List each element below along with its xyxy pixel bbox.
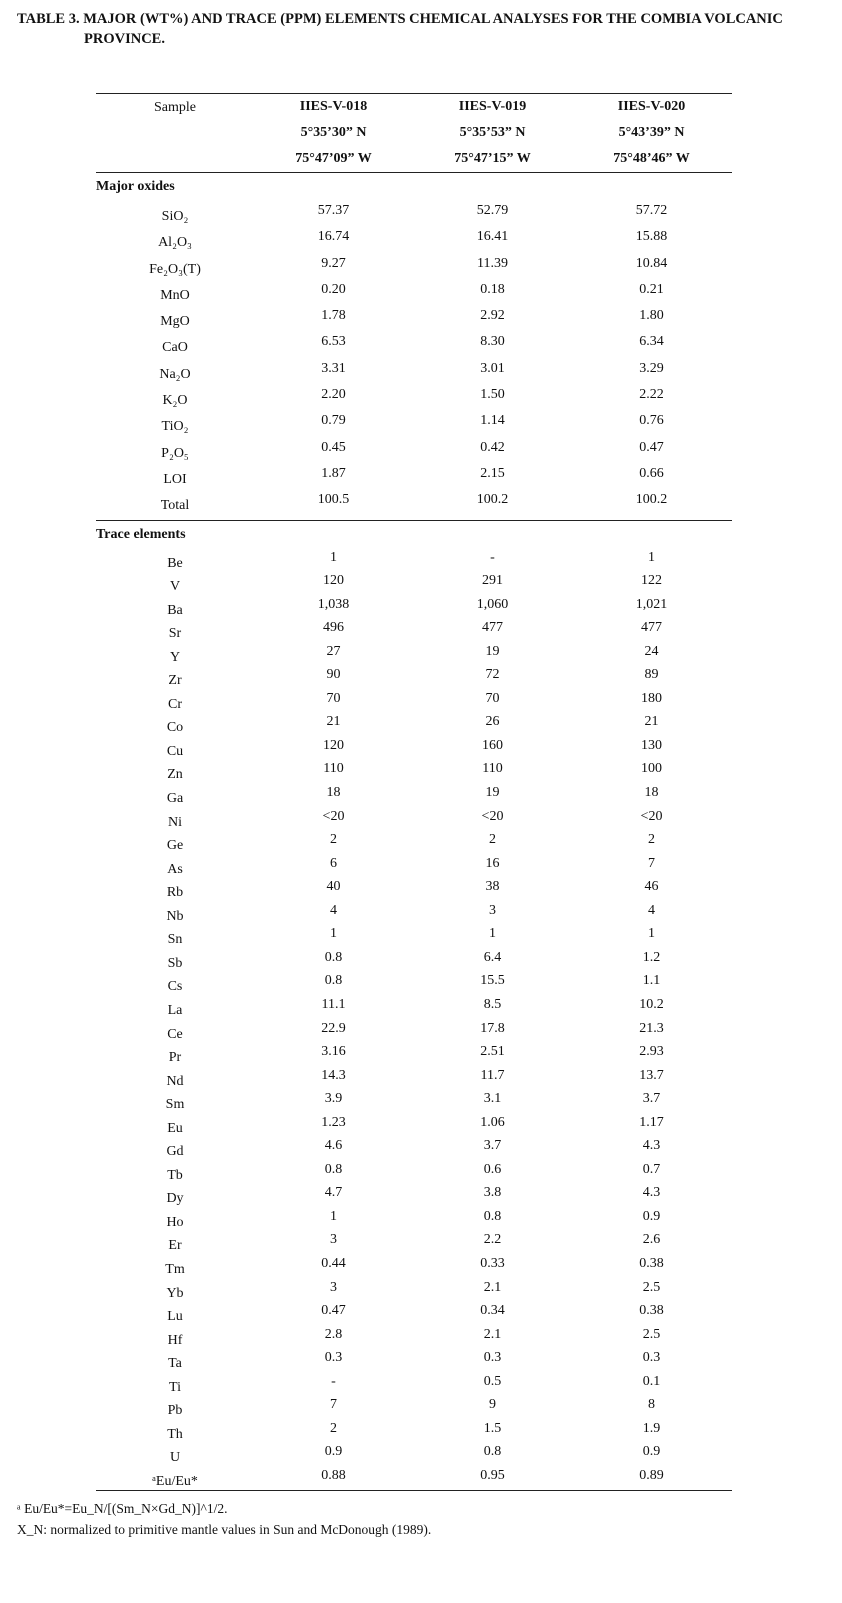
table-row	[96, 332, 732, 358]
cell-value: 16.74	[317, 229, 350, 245]
cell-value: 0.38	[639, 1255, 664, 1271]
cell-value: 1,038	[317, 596, 350, 612]
cell-value: 1.50	[480, 387, 505, 403]
cell-value: 1	[330, 1208, 337, 1224]
title-line-1: TABLE 3. MAJOR (WT%) AND TRACE (PPM) ELEMENTS CHEMICAL ANALYSES FOR THE COMBIA VOLCANIC	[17, 11, 783, 27]
row-label: Ta	[168, 1356, 182, 1372]
row-label: ᵃEu/Eu*	[152, 1473, 198, 1489]
row-label: Sr	[168, 626, 182, 642]
cell-value: 15.5	[480, 973, 505, 989]
table-row	[96, 1396, 732, 1420]
table-row	[96, 306, 732, 332]
row-label: Rb	[166, 885, 184, 901]
cell-value: 3.1	[483, 1091, 502, 1107]
table-row	[96, 1067, 732, 1091]
cell-value: 110	[482, 761, 503, 777]
cell-value: 11.39	[477, 255, 508, 271]
row-label: Be	[167, 555, 183, 571]
cell-value: 26	[485, 714, 500, 730]
row-label: Ga	[166, 791, 184, 807]
cell-value: 0.45	[321, 439, 346, 455]
table-row	[96, 464, 732, 490]
cell-value: 1,021	[635, 596, 668, 612]
row-label: La	[167, 1002, 183, 1018]
footnote-normalization: X_N: normalized to primitive mantle values in Sun and McDonough (1989).	[17, 1522, 432, 1537]
cell-value: 0.9	[642, 1208, 661, 1224]
row-label: Yb	[166, 1285, 184, 1301]
cell-value: 1.06	[480, 1114, 505, 1130]
cell-value: 3	[330, 1279, 337, 1295]
sample-lat: 5°35’30” N	[300, 125, 367, 140]
cell-value: 57.72	[635, 203, 668, 218]
table-row	[96, 925, 732, 949]
table-row	[96, 1184, 732, 1208]
row-label: Nb	[166, 908, 184, 924]
table-row	[96, 359, 732, 385]
table-row	[96, 737, 732, 761]
table-row	[96, 713, 732, 737]
row-label: Th	[167, 1426, 183, 1442]
sample-lat: 5°35’53” N	[459, 125, 526, 140]
cell-value: 21	[326, 714, 341, 730]
cell-value: 0.76	[639, 413, 664, 429]
cell-value: 0.20	[321, 281, 346, 297]
cell-value: 0.6	[483, 1161, 502, 1177]
table-row	[96, 949, 732, 973]
table-row	[96, 784, 732, 808]
table-row	[96, 902, 732, 926]
cell-value: 57.37	[317, 203, 350, 218]
row-label: Al₂O₃	[158, 235, 192, 251]
table-row	[96, 1443, 732, 1467]
cell-value: 90	[326, 667, 341, 683]
footnotes	[17, 1498, 827, 1540]
row-label: Eu	[167, 1120, 183, 1136]
cell-value: 291	[482, 573, 503, 589]
cell-value: 7	[648, 855, 655, 871]
cell-value: 2.6	[642, 1232, 661, 1248]
cell-value: 1.5	[483, 1420, 502, 1436]
table-row	[96, 1231, 732, 1255]
cell-value: 160	[482, 737, 503, 753]
cell-value: 18	[326, 785, 341, 801]
cell-value: 0.38	[639, 1303, 664, 1319]
cell-value: 0.8	[324, 1161, 343, 1177]
row-label: Total	[160, 498, 190, 514]
cell-value: 0.9	[642, 1444, 661, 1460]
row-label: Gd	[166, 1144, 184, 1160]
cell-value: 6.4	[483, 949, 502, 965]
cell-value: 0.1	[642, 1373, 661, 1389]
row-label: Na₂O	[159, 366, 191, 382]
cell-value: 40	[326, 879, 341, 895]
row-label: Cs	[167, 979, 183, 995]
cell-value: 2	[489, 832, 496, 848]
table-row	[96, 996, 732, 1020]
cell-value: 22.9	[321, 1020, 346, 1036]
section-heading: Trace elements	[96, 526, 186, 542]
row-label: Sm	[165, 1097, 185, 1113]
row-label: Tb	[167, 1167, 183, 1183]
cell-value: 1	[330, 926, 337, 942]
table-row	[96, 666, 732, 690]
table-row	[96, 808, 732, 832]
cell-value: 1	[648, 926, 655, 942]
row-label: MgO	[160, 314, 190, 330]
table-row	[96, 596, 732, 620]
cell-value: 120	[323, 737, 344, 753]
table-row	[96, 1020, 732, 1044]
table-row	[96, 1420, 732, 1444]
table-row	[96, 760, 732, 784]
row-label: Ho	[166, 1214, 184, 1230]
cell-value: 120	[323, 573, 344, 589]
cell-value: 17.8	[480, 1020, 505, 1036]
cell-value: 110	[323, 761, 344, 777]
table-row	[96, 1467, 732, 1491]
cell-value: 72	[485, 667, 500, 683]
cell-value: 6	[330, 855, 337, 871]
cell-value: 0.66	[639, 465, 664, 481]
cell-value: 0.3	[642, 1350, 661, 1366]
cell-value: 3.01	[480, 360, 505, 376]
cell-value: 0.8	[483, 1444, 502, 1460]
cell-value: 2	[330, 1420, 337, 1436]
cell-value: 1	[648, 549, 655, 565]
table-row	[96, 972, 732, 996]
table-row	[96, 1255, 732, 1279]
cell-value: 100	[641, 761, 662, 777]
cell-value: 4	[330, 902, 337, 918]
row-label: SiO₂	[161, 209, 189, 224]
row-label: MnO	[160, 287, 190, 303]
table-row	[96, 643, 732, 667]
table-row	[96, 1137, 732, 1161]
cell-value: 180	[641, 690, 662, 706]
table-row	[96, 490, 732, 516]
cell-value: 496	[323, 620, 344, 636]
table-row	[96, 385, 732, 411]
row-label: Sn	[167, 932, 183, 948]
cell-value: 16.41	[476, 229, 509, 245]
table-row	[96, 831, 732, 855]
cell-value: 0.8	[483, 1208, 502, 1224]
cell-value: 1.2	[642, 949, 661, 965]
cell-value: 8.5	[483, 996, 502, 1012]
cell-value: 2.22	[639, 387, 664, 403]
cell-value: 11.1	[321, 996, 346, 1012]
sample-id: IIES-V-019	[458, 99, 527, 114]
cell-value: 46	[644, 879, 659, 895]
cell-value: 0.79	[321, 413, 346, 429]
cell-value: 2	[330, 832, 337, 848]
cell-value: 2.92	[480, 308, 505, 324]
cell-value: 24	[644, 643, 659, 659]
cell-value: 1.87	[321, 465, 346, 481]
cell-value: 1.9	[642, 1420, 661, 1436]
cell-value: 0.18	[480, 281, 505, 297]
row-label: Lu	[167, 1309, 183, 1325]
row-label: Dy	[166, 1191, 184, 1207]
cell-value: 0.8	[324, 949, 343, 965]
sample-lon: 75°47’15” W	[454, 151, 531, 166]
cell-value: 11.7	[480, 1067, 505, 1083]
cell-value: 3.16	[321, 1044, 346, 1060]
row-label: LOI	[163, 471, 187, 487]
cell-value: 19	[485, 643, 500, 659]
cell-value: <20	[481, 808, 504, 824]
row-label: Zn	[167, 767, 183, 783]
cell-value: 70	[326, 690, 341, 706]
cell-value: 2.8	[324, 1326, 343, 1342]
cell-value: 89	[644, 667, 659, 683]
row-label: Cr	[168, 696, 182, 712]
table-row	[96, 280, 732, 306]
row-label: Ti	[169, 1379, 181, 1395]
cell-value: 10.84	[635, 255, 668, 271]
cell-value: 9	[489, 1397, 496, 1413]
sample-id: IIES-V-020	[617, 99, 686, 114]
table-row	[96, 690, 732, 714]
cell-value: 3.8	[483, 1185, 502, 1201]
cell-value: 100.5	[317, 492, 350, 508]
table-row	[96, 227, 732, 253]
row-label: Pb	[167, 1403, 183, 1419]
cell-value: 0.21	[639, 281, 664, 297]
table-row	[96, 1326, 732, 1350]
row-label: TiO₂	[161, 419, 189, 435]
cell-value: -	[490, 549, 495, 565]
cell-value: 2.20	[321, 387, 346, 403]
cell-value: 3.29	[639, 360, 664, 376]
row-label: Tm	[165, 1261, 185, 1277]
cell-value: 0.5	[483, 1373, 502, 1389]
cell-value: 0.7	[642, 1161, 661, 1177]
cell-value: 4.3	[642, 1185, 661, 1201]
table-row	[96, 549, 732, 573]
table-row	[96, 411, 732, 437]
table-row	[96, 1043, 732, 1067]
row-label: CaO	[162, 340, 188, 356]
cell-value: 2.1	[483, 1279, 502, 1295]
cell-value: 18	[644, 785, 659, 801]
cell-value: 0.3	[483, 1350, 502, 1366]
cell-value: 1.23	[321, 1114, 346, 1130]
cell-value: 0.42	[480, 439, 505, 455]
row-label: Pr	[168, 1050, 182, 1066]
cell-value: 4.6	[324, 1138, 343, 1154]
cell-value: 4.3	[642, 1138, 661, 1154]
cell-value: 6.34	[639, 334, 664, 350]
cell-value: 3	[330, 1232, 337, 1248]
table-row	[96, 1114, 732, 1138]
row-label: U	[169, 1450, 181, 1466]
row-label: Ge	[166, 838, 184, 854]
cell-value: 2.93	[639, 1044, 664, 1060]
cell-value: 3	[489, 902, 496, 918]
row-label: Sb	[167, 955, 183, 971]
cell-value: 3.31	[321, 360, 346, 376]
sample-lon: 75°48’46” W	[613, 151, 690, 166]
cell-value: 2.1	[483, 1326, 502, 1342]
cell-value: 100.2	[476, 492, 509, 508]
cell-value: 9.27	[321, 255, 346, 271]
row-label: Zr	[168, 673, 182, 689]
table-row	[96, 1279, 732, 1303]
cell-value: 1.78	[321, 308, 346, 324]
cell-value: 3.7	[642, 1091, 661, 1107]
table-row	[96, 1349, 732, 1373]
column-header	[254, 94, 413, 172]
row-label: P₂O₅	[161, 445, 189, 461]
row-label: Fe₂O₃(T)	[149, 261, 201, 277]
cell-value: 14.3	[321, 1067, 346, 1083]
cell-value: 2.5	[642, 1279, 661, 1295]
trace-elements-section	[96, 521, 732, 1491]
cell-value: 19	[485, 785, 500, 801]
cell-value: 2.51	[480, 1044, 505, 1060]
cell-value: 4.7	[324, 1185, 343, 1201]
cell-value: 477	[482, 620, 503, 636]
cell-value: 2.15	[480, 465, 505, 481]
cell-value: 0.8	[324, 973, 343, 989]
cell-value: 100.2	[635, 492, 668, 508]
row-label: K₂O	[162, 393, 188, 409]
trace-elements-rows	[96, 549, 732, 1491]
analyses-table	[96, 93, 732, 1491]
row-label: Hf	[167, 1332, 183, 1348]
row-label: Ni	[168, 814, 182, 830]
sample-lon: 75°47’09” W	[295, 151, 372, 166]
row-label: As	[167, 861, 183, 877]
table-row	[96, 201, 732, 227]
cell-value: 0.95	[480, 1467, 505, 1483]
major-oxides-rows	[96, 201, 732, 517]
cell-value: 0.44	[321, 1255, 346, 1271]
cell-value: 13.7	[639, 1067, 664, 1083]
table-row	[96, 438, 732, 464]
cell-value: 15.88	[635, 229, 668, 245]
cell-value: <20	[322, 808, 345, 824]
row-label: Er	[168, 1238, 182, 1254]
cell-value: 1.14	[480, 413, 505, 429]
row-label: Ba	[167, 602, 183, 618]
major-oxides-section	[96, 173, 732, 521]
cell-value: 38	[485, 879, 500, 895]
cell-value: 122	[641, 573, 662, 589]
cell-value: 21	[644, 714, 659, 730]
cell-value: 1.17	[639, 1114, 664, 1130]
cell-value: 0.34	[480, 1303, 505, 1319]
cell-value: 0.47	[321, 1303, 346, 1319]
table-row	[96, 1302, 732, 1326]
cell-value: 3.7	[483, 1138, 502, 1154]
cell-value: 2.5	[642, 1326, 661, 1342]
cell-value: 8.30	[480, 334, 505, 350]
column-header	[572, 94, 731, 172]
cell-value: 6.53	[321, 334, 346, 350]
section-heading: Major oxides	[96, 179, 175, 194]
cell-value: 0.88	[321, 1467, 346, 1483]
table-row	[96, 1161, 732, 1185]
table-row	[96, 254, 732, 280]
sample-lat: 5°43’39” N	[618, 125, 685, 140]
table-header	[96, 94, 732, 173]
cell-value: 3.9	[324, 1091, 343, 1107]
table-row	[96, 1208, 732, 1232]
cell-value: 1	[330, 549, 337, 565]
cell-value: 2	[648, 832, 655, 848]
row-label: Ce	[167, 1026, 183, 1042]
cell-value: 1.80	[639, 308, 664, 324]
cell-value: 0.33	[480, 1255, 505, 1271]
cell-value: 21.3	[639, 1020, 664, 1036]
sample-label: Sample	[154, 100, 196, 115]
table-row	[96, 1090, 732, 1114]
table-row	[96, 619, 732, 643]
table-row	[96, 878, 732, 902]
cell-value: 0.89	[639, 1467, 664, 1483]
cell-value: 8	[648, 1397, 655, 1413]
sample-id: IIES-V-018	[299, 99, 368, 114]
cell-value: 7	[330, 1397, 337, 1413]
table-row	[96, 572, 732, 596]
cell-value: 70	[485, 690, 500, 706]
cell-value: 1	[489, 926, 496, 942]
cell-value: 1.1	[642, 973, 661, 989]
row-label: Y	[169, 649, 181, 665]
table-title	[17, 9, 827, 49]
title-line-2: PROVINCE.	[84, 31, 165, 47]
cell-value: -	[331, 1373, 336, 1389]
row-label: Cu	[166, 743, 184, 759]
cell-value: 16	[485, 855, 500, 871]
cell-value: 0.3	[324, 1350, 343, 1366]
row-label: V	[169, 579, 181, 595]
footnote-eu-anomaly: ᵃ Eu/Eu*=Eu_N/[(Sm_N×Gd_N)]^1/2.	[17, 1501, 228, 1516]
cell-value: 1,060	[476, 596, 509, 612]
table-row	[96, 855, 732, 879]
cell-value: 477	[641, 620, 662, 636]
cell-value: 52.79	[476, 203, 509, 218]
cell-value: 2.2	[483, 1232, 502, 1248]
column-header	[413, 94, 572, 172]
row-label: Nd	[166, 1073, 184, 1089]
cell-value: 10.2	[639, 996, 664, 1012]
cell-value: 4	[648, 902, 655, 918]
table-row	[96, 1373, 732, 1397]
cell-value: 0.9	[324, 1444, 343, 1460]
row-label: Co	[166, 720, 184, 736]
cell-value: 130	[641, 737, 662, 753]
cell-value: 27	[326, 643, 341, 659]
cell-value: <20	[640, 808, 663, 824]
cell-value: 0.47	[639, 439, 664, 455]
